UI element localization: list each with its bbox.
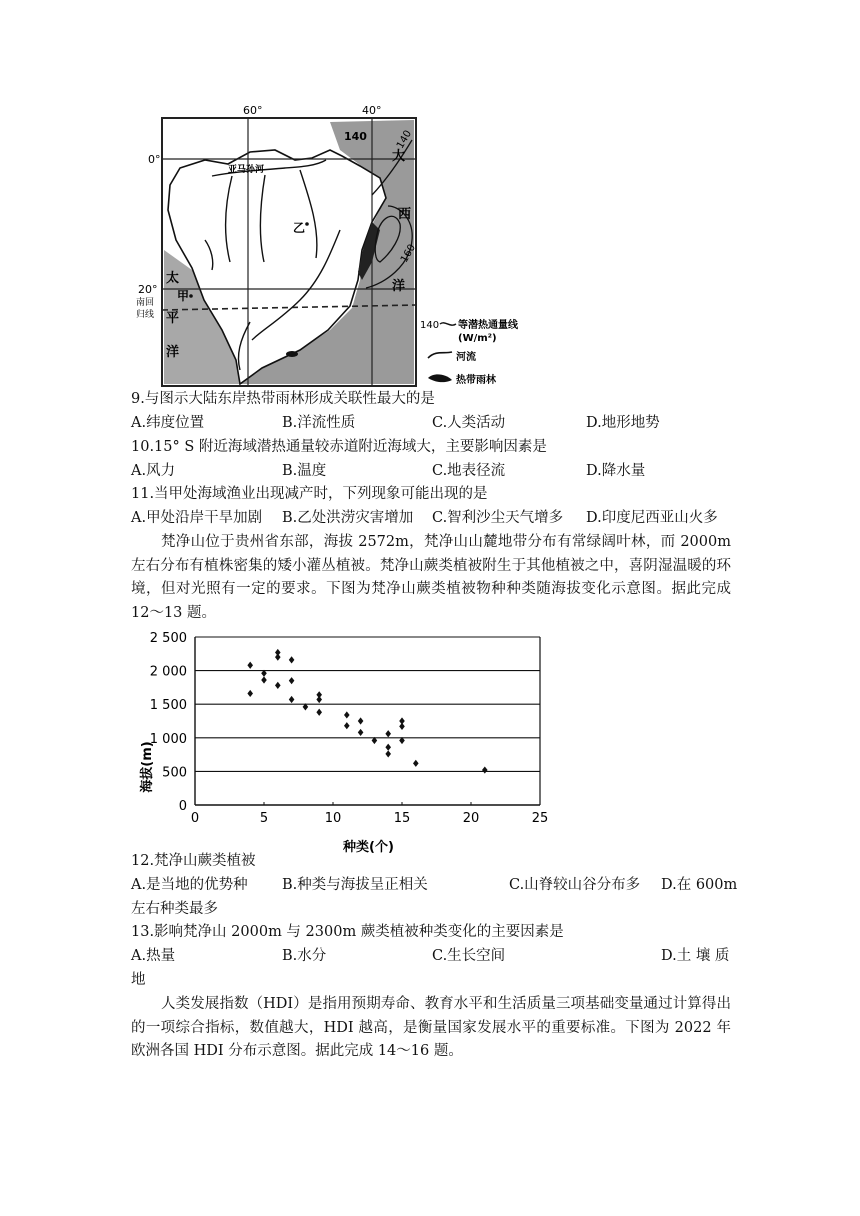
chart-x-tick-label: 10 <box>324 811 342 826</box>
q11-option-c: C.智利沙尘天气增多 <box>432 510 564 526</box>
map-legend <box>420 318 519 386</box>
lon-label-40: 40° <box>362 104 382 117</box>
contour-value-160: 160 <box>399 242 419 265</box>
q12-option-a: A.是当地的优势种 <box>131 877 248 893</box>
q13-option-c: C.生长空间 <box>432 948 506 964</box>
chart-y-tick-label: 1 000 <box>149 731 187 747</box>
ocean-west-3: 洋 <box>166 345 180 360</box>
chart-data-point <box>289 656 295 663</box>
chart-data-point <box>385 730 391 737</box>
q12-option-c: C.山脊较山谷分布多 <box>509 877 641 893</box>
q10-option-a: A.风力 <box>131 463 176 479</box>
chart-y-axis-label: 海拔(m) <box>140 741 155 793</box>
south-america-map <box>0 0 860 390</box>
chart-data-point <box>289 677 295 684</box>
chart-data-point <box>385 750 391 757</box>
chart-x-tick-label: 15 <box>393 811 411 826</box>
point-yi-dot <box>305 222 309 226</box>
q10-stem: 10.15° S 附近海域潜热通量较赤道附近海域大，主要影响因素是 <box>131 439 547 455</box>
q13-option-b: B.水分 <box>282 948 327 964</box>
q13-option-d-wrap: 地 <box>131 972 146 988</box>
q10-option-d: D.降水量 <box>586 463 646 479</box>
q13-option-d: D.土 壤 质 <box>661 948 730 964</box>
q10-option-b: B.温度 <box>282 463 327 479</box>
q9-option-a: A.纬度位置 <box>131 415 205 431</box>
legend-river-label: 河流 <box>456 352 476 363</box>
chart-data-point <box>399 723 405 730</box>
chart-x-tick-label: 25 <box>531 811 549 826</box>
chart-points <box>247 649 487 774</box>
q13-stem: 13.影响梵净山 2000m 与 2300m 蕨类植被种类变化的主要因素是 <box>131 924 564 940</box>
river-name: 亚马孙河 <box>228 165 265 175</box>
chart-y-tick-label: 2 500 <box>149 631 187 646</box>
contour-value-ne: 140 <box>395 128 415 151</box>
ocean-west-2: 平 <box>166 311 180 326</box>
chart-data-point <box>358 717 364 724</box>
ocean-east-2: 西 <box>398 207 412 222</box>
chart-data-point <box>413 760 419 767</box>
legend-contour-unit: (W/m²) <box>458 333 497 344</box>
tropic-label-1: 南回 <box>136 298 155 308</box>
q9-option-c: C.人类活动 <box>432 415 506 431</box>
q12-option-d-wrap: 左右种类最多 <box>131 901 218 917</box>
q12-option-b: B.种类与海拔呈正相关 <box>282 877 428 893</box>
chart-data-point <box>344 711 350 718</box>
q11-option-b: B.乙处洪涝灾害增加 <box>282 510 414 526</box>
chart-data-point <box>385 744 391 751</box>
chart-x-axis-label: 种类(个) <box>343 840 394 855</box>
chart-x-tick-label: 0 <box>190 811 200 826</box>
chart-ticks <box>150 631 548 826</box>
chart-y-tick-label: 1 500 <box>149 698 187 714</box>
chart-data-point <box>275 654 281 661</box>
chart-data-point <box>316 696 322 703</box>
legend-contour-value: 140 <box>420 320 440 331</box>
chart-grid <box>195 637 540 805</box>
chart-data-point <box>316 709 322 716</box>
contour-value-top: 140 <box>344 130 367 143</box>
chart-data-point <box>358 729 364 736</box>
q11-stem: 11.当甲处海域渔业出现减产时，下列现象可能出现的是 <box>131 486 488 502</box>
chart-data-point <box>289 696 295 703</box>
q9-option-d: D.地形地势 <box>586 415 660 431</box>
point-jia: 甲 <box>177 289 190 303</box>
point-yi: 乙 <box>293 221 306 235</box>
small-lake <box>286 351 298 357</box>
chart-data-point <box>482 766 488 773</box>
chart-data-point <box>344 722 350 729</box>
q9-option-b: B.洋流性质 <box>282 415 356 431</box>
fern-elevation-scatter-chart <box>0 625 860 865</box>
lon-label-60: 60° <box>243 104 263 117</box>
chart-y-tick-label: 500 <box>162 765 187 781</box>
chart-y-tick-label: 0 <box>178 799 187 814</box>
q11-option-d: D.印度尼西亚山火多 <box>586 510 718 526</box>
q12-option-d: D.在 600m <box>661 877 738 893</box>
chart-data-point <box>275 682 281 689</box>
chart-data-point <box>261 676 267 683</box>
lat-label-20: 20° <box>138 283 158 296</box>
ocean-east-3: 洋 <box>392 279 406 294</box>
ocean-east-1: 大 <box>392 149 406 164</box>
chart-x-tick-label: 5 <box>259 811 269 826</box>
legend-forest-label: 热带雨林 <box>456 375 496 386</box>
chart-y-tick-label: 2 000 <box>149 664 187 680</box>
ocean-west-1: 太 <box>166 271 180 286</box>
passage-hdi: 人类发展指数（HDI）是指用预期寿命、教育水平和生活质量三项基础变量通过计算得出的一项综合指标，数值越大，HDI 越高，是衡量国家发展水平的重要标准。下图为 2022 年欧洲各国 HDI 分布示意图。据此完成 14～16 题。 <box>131 996 731 1059</box>
lat-label-0: 0° <box>148 153 161 166</box>
chart-x-tick-label: 20 <box>462 811 480 826</box>
q9-stem: 9.与图示大陆东岸热带雨林形成关联性最大的是 <box>131 391 435 407</box>
tropic-label-2: 归线 <box>136 310 155 320</box>
q13-option-a: A.热量 <box>131 948 176 964</box>
q10-option-c: C.地表径流 <box>432 463 506 479</box>
passage-fanjingshan: 梵净山位于贵州省东部，海拔 2572m，梵净山山麓地带分布有常绿阔叶林，而 2000m 左右分布有植株密集的矮小灌丛植被。梵净山蕨类植被附生于其他植被之中，喜阴湿温暖的环境，但对光照有一定的要求。下图为梵净山蕨类植被物种种类随海拔变化示意图。据此完成 12～13 题。 <box>131 534 731 621</box>
point-jia-dot <box>189 294 193 298</box>
q11-option-a: A.甲处沿岸干旱加剧 <box>131 510 263 526</box>
chart-data-point <box>247 662 253 669</box>
q12-stem: 12.梵净山蕨类植被 <box>131 853 256 869</box>
chart-data-point <box>247 690 253 697</box>
legend-contour-label: 等潜热通量线 <box>458 320 518 331</box>
